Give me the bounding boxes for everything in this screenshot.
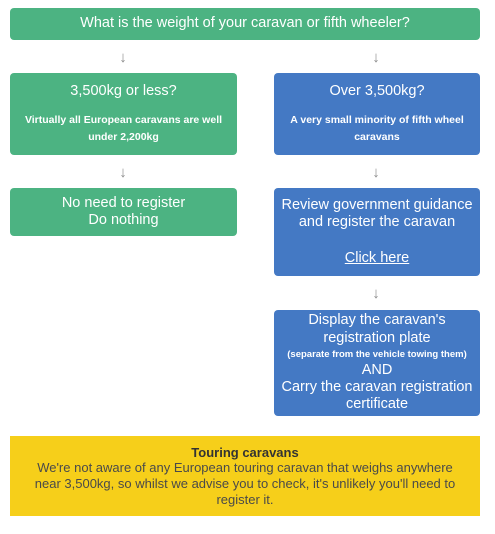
- question-box: [10, 8, 480, 40]
- registration-plate-text: registration plate: [323, 329, 431, 346]
- light-option-detail: Virtually all European caravans are well: [24, 114, 223, 127]
- no-register-box: [10, 188, 237, 236]
- question-text: What is the weight of your caravan or fifth wheeler?: [80, 15, 410, 32]
- heavy-option-detail: caravans: [354, 130, 400, 143]
- note-text-line: We're not aware of any European touring caravan that weighs anywhere: [37, 460, 453, 476]
- separate-vehicle-note: (separate from the vehicle towing them): [287, 349, 467, 361]
- arrow-down-icon: ↓: [372, 49, 380, 66]
- touring-caravans-note: [10, 436, 480, 516]
- do-nothing-text: Do nothing: [88, 212, 159, 228]
- note-text-line: register it.: [216, 491, 274, 507]
- arrow-down-icon: ↓: [372, 285, 380, 302]
- no-register-text: No need to register: [61, 194, 186, 211]
- heavy-option-detail: A very small minority of fifth wheel: [290, 114, 464, 127]
- heavy-option-heading: Over 3,500kg?: [329, 83, 425, 100]
- light-option-detail: under 2,200kg: [88, 130, 159, 143]
- and-label: AND: [361, 361, 393, 378]
- arrow-down-icon: ↓: [119, 49, 127, 66]
- review-guidance-box: [274, 188, 480, 276]
- heavy-option-box: [274, 73, 480, 155]
- review-guidance-text: Review government guidance: [281, 196, 473, 213]
- display-plate-text: Display the caravan's: [308, 312, 446, 329]
- arrow-down-icon: ↓: [372, 164, 380, 181]
- display-plate-box: [274, 310, 480, 416]
- note-title: Touring caravans: [191, 444, 299, 460]
- carry-certificate-text: Carry the caravan registration: [281, 378, 473, 395]
- click-here-link[interactable]: Click here: [344, 249, 410, 266]
- register-caravan-text: and register the caravan: [298, 214, 456, 231]
- light-option-box: [10, 73, 237, 155]
- light-option-heading: 3,500kg or less?: [70, 83, 177, 100]
- note-text-line: near 3,500kg, so whilst we advise you to check, it's unlikely you'll need to: [34, 476, 456, 491]
- certificate-text: certificate: [345, 396, 409, 413]
- arrow-down-icon: ↓: [119, 164, 127, 181]
